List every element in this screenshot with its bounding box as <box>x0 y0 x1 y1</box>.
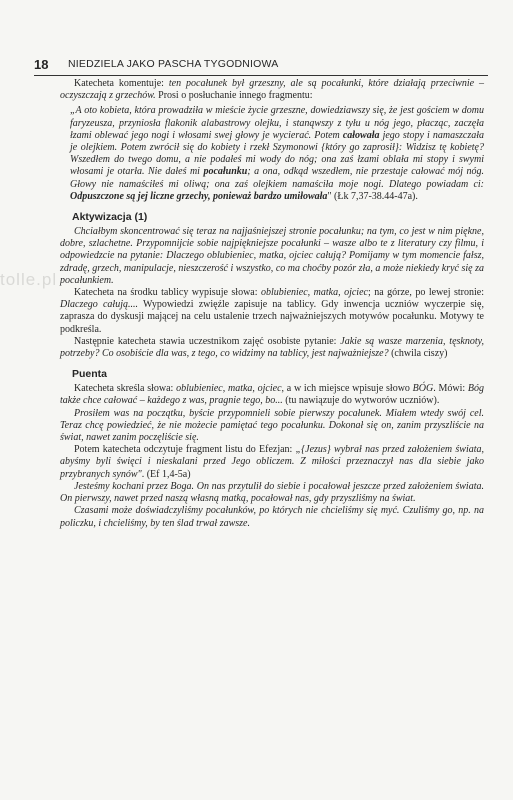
text: Wypowiedzi zwięźle zapisuje na tablicy. Gdy inwencja uczniów wyczerpie się, zaprasza do dyskusji mającej na celu ustalenie trzech najważniejszych motywów pocałunku. Motywy te podkreśla. <box>60 299 484 335</box>
text: oblubieniec, matka, ojciec <box>261 287 368 299</box>
paragraph-aktywizacja-1: Chciałbym skoncentrować się teraz na najjaśniejszej stronie pocałunku; na tym, co jest w nim piękne, dobre, szlachetne. Przypomnijcie sobie najpiękniejsze pocałunki – wasze albo te z literatury czy filmu, i odpowiedzcie na pytanie: Dlaczego oblubieniec, matka, ojciec całują? Pomijamy w tym momencie fałsz, zdradę, grzech, manipulacje, nieszczerość i wszystko, co ma choćby pozór zła, a może niekiedy kryć się za pocałunkiem. <box>60 226 484 286</box>
text: " (Łk 7,37-38.44-47a). <box>327 190 418 202</box>
section-heading-puenta: Puenta <box>72 368 108 381</box>
text: Następnie katecheta stawia uczestnikom zajęć osobiste pytanie: <box>74 335 341 347</box>
text: całowała <box>342 129 380 141</box>
text: ; na górze, po lewej stronie: <box>367 287 485 299</box>
paragraph-intro <box>60 78 484 102</box>
page-header <box>34 57 488 76</box>
text: . Mówi: <box>433 383 468 395</box>
text: Potem katecheta odczytuje fragment listu do Efezjan: <box>74 444 296 456</box>
paragraph-puenta-3 <box>60 444 484 481</box>
paragraph-puenta-1 <box>60 383 484 407</box>
gospel-quote <box>60 105 484 203</box>
text: Katecheta komentuje: <box>74 78 169 89</box>
text: , a w ich miejsce wpisuje słowo <box>281 383 413 395</box>
text: Odpuszczone są jej liczne grzechy, ponieważ bardzo umiłowała <box>70 190 328 202</box>
page-body <box>60 78 484 530</box>
page-number: 18 <box>34 57 49 72</box>
paragraph-aktywizacja-2 <box>60 287 484 336</box>
text: ; a ona, odkąd wszedłem, nie przestaje całować mój nóg. Głowy nie namaściłeś mi oliwą; ona zaś olejkiem namaściła moje nogi. Dlatego powiadam ci: <box>70 166 484 190</box>
text: . (Ef 1,4-5a) <box>141 468 191 480</box>
text: Katecheta na środku tablicy wypisuje słowa: <box>74 287 262 299</box>
text: „A oto kobieta, która prowadziła w mieście życie grzeszne, dowiedziawszy się, że jest gościem w domu faryzeusza, przyniosła flakonik alabastrowy olejku, i stanąwszy z tyłu u nóg jego, płacząc, zaczęła łzami oblewać jego nogi i włosami swej głowy je wycierać. Potem <box>70 105 484 141</box>
paragraph-puenta-4: Jesteśmy kochani przez Boga. On nas przytulił do siebie i pocałował jeszcze przed założeniem świata. On pierwszy, nawet przed naszą własną matką, pocałował nas, gdy przyszliśmy na świat. <box>60 480 484 505</box>
text: Dlaczego całują.... <box>60 299 138 311</box>
paragraph-puenta-2: Prosiłem was na początku, byście przypomnieli sobie pierwszy pocałunek. Miałem wtedy swój cel. Teraz chcę powiedzieć, że nie możecie pamiętać tego pocałunku. Dokonał się on, zanim przyszliście na świat, nawet zanim poczęliście się. <box>60 407 484 444</box>
text: Jakie są wasze marzenia, tęsknoty, potrzeby? Co osobiście dla was, z tego, co widzimy na tablicy, jest najważniejsze? <box>60 335 484 360</box>
text: pocałunku <box>203 166 248 178</box>
text: (tu nawiązuje do wytworów uczniów). <box>282 395 440 407</box>
text: „{Jezus} wybrał nas przed założeniem świata, abyśmy byli święci i nieskalani przed Jego obliczem. Z miłości przeznaczył nas dla siebie jako przybranych synów" <box>60 444 485 480</box>
text: Katecheta skreśla słowa: <box>74 383 177 395</box>
paragraph-puenta-5: Czasami może doświadczyliśmy pocałunków, po których nie chcieliśmy się myć. Czuliśmy go, np. na policzku, i chcieliśmy, by ten ślad trwał zawsze. <box>60 505 484 529</box>
text: BÓG <box>412 383 434 395</box>
paragraph-aktywizacja-3 <box>60 336 484 360</box>
text: Prosi o posłuchanie innego fragmentu: <box>155 90 313 102</box>
text: Bóg także chce całować – każdego z was, pragnie tego, bo... <box>60 383 484 407</box>
text: jego stopy i namaszczała je olejkiem. Potem zwrócił się do kobiety i rzekł Szymonowi {który go zaprosił}: Widzisz tę kobietę? Wszedłem do twego domu, a nie podałeś mi wody do nóg; ona zaś łzami oblała mi stopy i swymi włosami je otarła. Nie dałeś mi <box>70 129 484 178</box>
text: (chwila ciszy) <box>388 348 448 360</box>
text: oblubieniec, matka, ojciec <box>176 383 282 395</box>
running-title: NIEDZIELA JAKO PASCHA TYGODNIOWA <box>68 58 279 70</box>
text: ten pocałunek był grzeszny, ale są pocałunki, które działają przeciwnie – oczyszczają z grzechów. <box>60 78 484 102</box>
section-heading-aktywizacja: Aktywizacja (1) <box>72 211 148 224</box>
watermark-text: tolle.pl <box>0 270 58 289</box>
